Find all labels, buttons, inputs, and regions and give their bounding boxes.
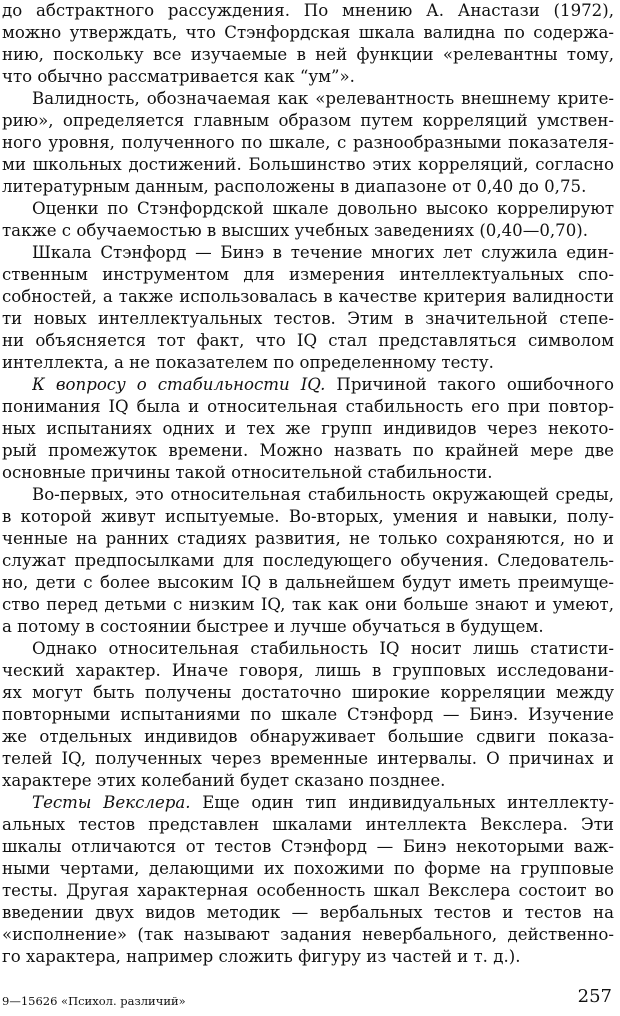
text-line: до абстрактного рассуждения. По мнению А. Анастази (1972),: [2, 1, 614, 20]
text-line: собностей, а также использовалась в качестве критерия валидности: [2, 287, 614, 306]
section-heading-wechsler: Тесты Векслера.: [32, 793, 191, 812]
page-number: 257: [577, 986, 612, 1007]
text-line: служат предпосылками для последующего обучения. Следователь-: [2, 551, 614, 570]
text-line: в которой живут испытуемые. Во-вторых, умения и навыки, полу-: [2, 507, 614, 526]
text-line: ми школьных достижений. Большинство этих корреляций, согласно: [2, 155, 614, 174]
text-line: Валидность, обозначаемая как «релевантность внешнему крите-: [32, 89, 614, 108]
text-line: характере этих колебаний будет сказано позднее.: [2, 771, 446, 790]
text-line: альных тестов представлен шкалами интеллекта Векслера. Эти: [2, 815, 614, 834]
text-line: повторными испытаниями по шкале Стэнфорд — Бинэ. Изучение: [2, 705, 614, 724]
section-heading-iq-stability: К вопросу о стабильности IQ.: [32, 375, 326, 394]
printer-signature: 9—15626 «Психол. различий»: [2, 994, 186, 1008]
text-line: литературным данным, расположены в диапазоне от 0,40 до 0,75.: [2, 177, 587, 196]
text-line: [32, 374, 614, 396]
text-line: также с обучаемостью в высших учебных заведениях (0,40—0,70).: [2, 221, 589, 240]
text-line: ни объясняется тот факт, что IQ стал представляться символом: [2, 331, 614, 350]
text-line: рый промежуток времени. Можно назвать по крайней мере две: [2, 441, 614, 460]
text-line: Однако относительная стабильность IQ носит лишь статисти-: [32, 639, 614, 658]
text-line: ческий характер. Иначе говоря, лишь в групповых исследовани-: [2, 661, 614, 680]
text-line: но, дети с более высоким IQ в дальнейшем будут иметь преимуще-: [2, 573, 614, 592]
text-line: же отдельных индивидов обнаруживает большие сдвиги показа-: [2, 727, 614, 746]
text-line: го характера, например сложить фигуру из частей и т. д.).: [2, 947, 521, 966]
text-line: Шкала Стэнфорд — Бинэ в течение многих лет служила един-: [32, 243, 614, 262]
text-line: ти новых интеллектуальных тестов. Этим в значительной степе-: [2, 309, 614, 328]
text-line: рию», определяется главным образом путем корреляций умствен-: [2, 111, 614, 130]
text-line: «исполнение» (так называют задания невербального, действенно-: [2, 925, 614, 944]
text-line: [32, 792, 614, 814]
text-line: а потому в состоянии быстрее и лучше обучаться в будущем.: [2, 617, 544, 636]
text-line: нию, поскольку все изучаемые в ней функции «релевантны тому,: [2, 45, 614, 64]
text-line: ного уровня, полученного по шкале, с разнообразными показателя-: [2, 133, 614, 152]
text-line: телей IQ, полученных через временные интервалы. О причинах и: [2, 749, 614, 768]
text-line: шкалы отличаются от тестов Стэнфорд — Бинэ некоторыми важ-: [2, 837, 614, 856]
text-run: Еще один тип индивидуальных интеллекту-: [202, 793, 614, 812]
text-line: ство перед детьми с низким IQ, так как они больше знают и умеют,: [2, 595, 614, 614]
text-line: введении двух видов методик — вербальных тестов и тестов на: [2, 903, 614, 922]
text-run: Причиной такого ошибочного: [336, 375, 614, 394]
text-line: можно утверждать, что Стэнфордская шкала валидна по содержа-: [2, 23, 614, 42]
text-line: понимания IQ была и относительная стабильность его при повтор-: [2, 397, 614, 416]
text-line: основные причины такой относительной стабильности.: [2, 463, 493, 482]
text-line: интеллекта, а не показателем по определенному тесту.: [2, 353, 494, 372]
text-line: тесты. Другая характерная особенность шкал Векслера состоит во: [2, 881, 614, 900]
text-line: ченные на ранних стадиях развития, не только сохраняются, но и: [2, 529, 614, 548]
text-line: ными чертами, делающими их похожими по форме на групповые: [2, 859, 614, 878]
text-line: ных испытаниях одних и тех же групп индивидов через некото-: [2, 419, 614, 438]
text-line: что обычно рассматривается как “ум”».: [2, 67, 355, 86]
text-line: Оценки по Стэнфордской шкале довольно высоко коррелируют: [32, 199, 614, 218]
text-line: ях могут быть получены достаточно широкие корреляции между: [2, 683, 614, 702]
text-line: ственным инструментом для измерения интеллектуальных спо-: [2, 265, 614, 284]
text-line: Во-первых, это относительная стабильность окружающей среды,: [32, 485, 614, 504]
